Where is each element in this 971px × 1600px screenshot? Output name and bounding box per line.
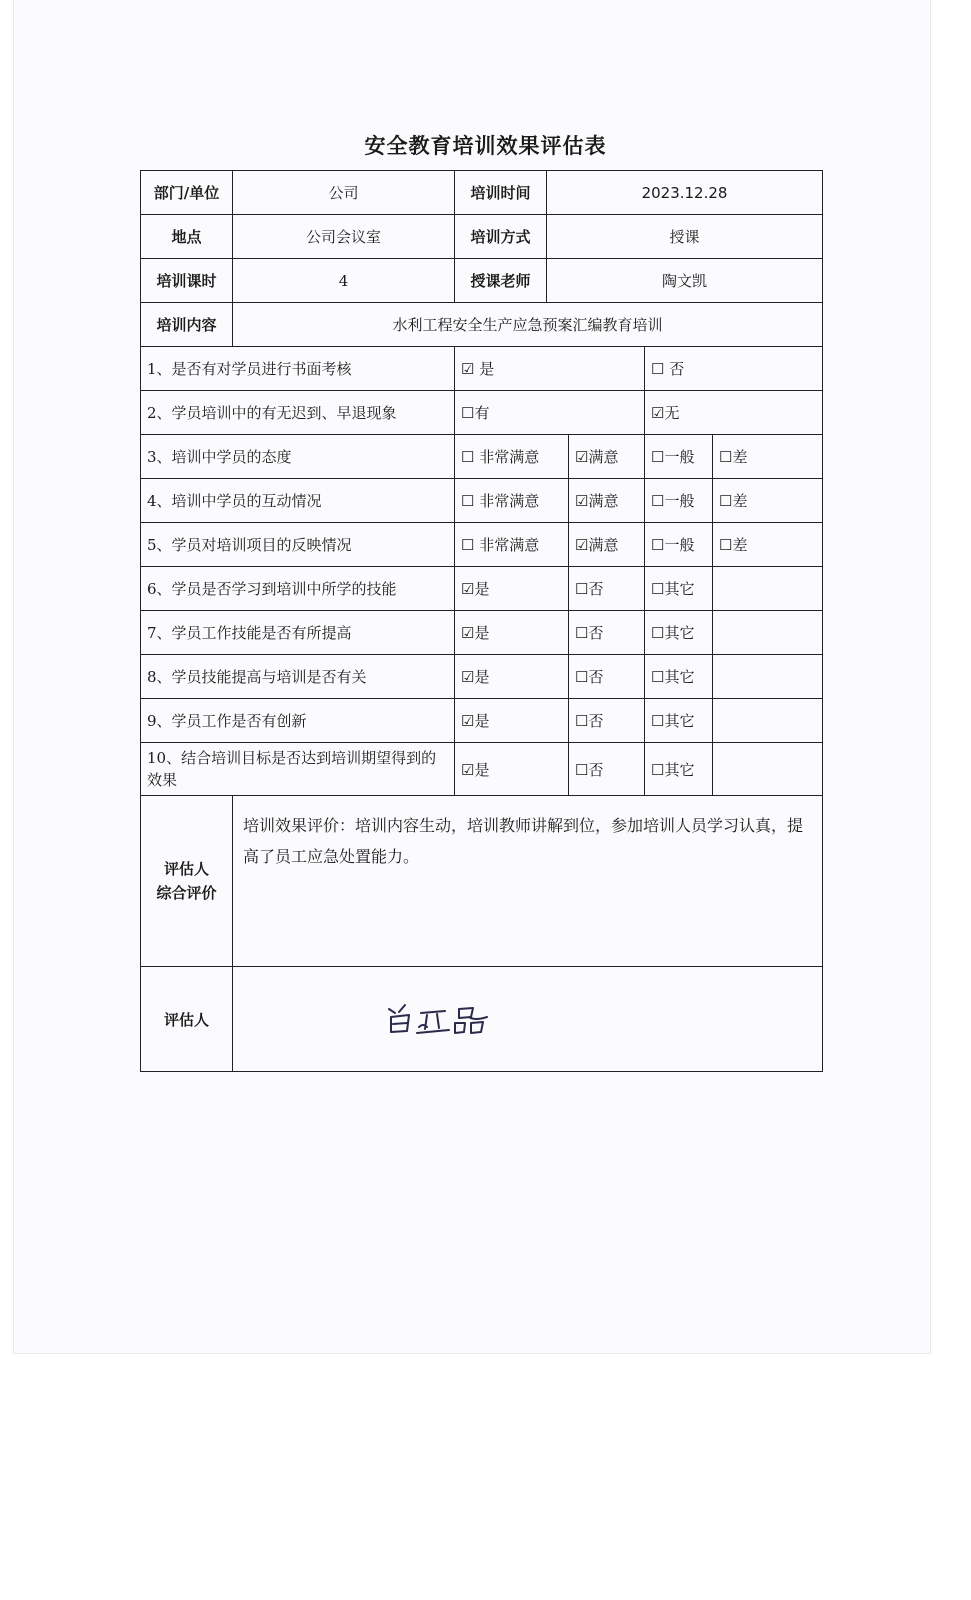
q10-option-other[interactable]: ☐其它 [645, 743, 713, 796]
teacher-value: 陶文凯 [547, 259, 823, 303]
info-row-hours [141, 259, 823, 303]
dept-label: 部门/单位 [141, 171, 233, 215]
evaluator-row [141, 967, 823, 1072]
q10-option-yes[interactable]: ☑是 [455, 743, 569, 796]
q3-option-poor[interactable]: ☐差 [713, 435, 823, 479]
q6-option-yes[interactable]: ☑是 [455, 567, 569, 611]
teacher-label: 授课老师 [455, 259, 547, 303]
q10-empty-cell [713, 743, 823, 796]
q4-option-very-satisfied[interactable]: ☐ 非常满意 [455, 479, 569, 523]
info-row-content [141, 303, 823, 347]
q6-option-no[interactable]: ☐否 [569, 567, 645, 611]
question-row-6 [141, 567, 823, 611]
info-row-place [141, 215, 823, 259]
q7-option-other[interactable]: ☐其它 [645, 611, 713, 655]
question-text-1: 1、是否有对学员进行书面考核 [141, 347, 455, 391]
content-label: 培训内容 [141, 303, 233, 347]
form-title: 安全教育培训效果评估表 [364, 133, 607, 158]
signature-cell [233, 967, 823, 1072]
q7-empty-cell [713, 611, 823, 655]
question-row-9 [141, 699, 823, 743]
info-row-dept [141, 171, 823, 215]
time-label: 培训时间 [455, 171, 547, 215]
question-text-10: 10、结合培训目标是否达到培训期望得到的效果 [141, 743, 455, 796]
q1-option-no[interactable]: ☐ 否 [645, 347, 823, 391]
q4-option-poor[interactable]: ☐差 [713, 479, 823, 523]
q9-option-no[interactable]: ☐否 [569, 699, 645, 743]
q5-option-very-satisfied[interactable]: ☐ 非常满意 [455, 523, 569, 567]
question-text-9: 9、学员工作是否有创新 [141, 699, 455, 743]
method-value: 授课 [547, 215, 823, 259]
question-row-5 [141, 523, 823, 567]
q3-option-average[interactable]: ☐一般 [645, 435, 713, 479]
place-value: 公司会议室 [233, 215, 455, 259]
question-text-8: 8、学员技能提高与培训是否有关 [141, 655, 455, 699]
evaluation-label-line2: 综合评价 [156, 884, 217, 902]
evaluation-row [141, 796, 823, 967]
question-row-10 [141, 743, 823, 796]
q1-option-yes[interactable]: ☑ 是 [455, 347, 645, 391]
q5-option-satisfied[interactable]: ☑满意 [569, 523, 645, 567]
place-label: 地点 [141, 215, 233, 259]
question-row-3 [141, 435, 823, 479]
q2-option-none[interactable]: ☑无 [645, 391, 823, 435]
hours-value: 4 [233, 259, 455, 303]
question-text-5: 5、学员对培训项目的反映情况 [141, 523, 455, 567]
question-row-4 [141, 479, 823, 523]
q7-option-yes[interactable]: ☑是 [455, 611, 569, 655]
q5-option-average[interactable]: ☐一般 [645, 523, 713, 567]
q3-option-very-satisfied[interactable]: ☐ 非常满意 [455, 435, 569, 479]
hours-label: 培训课时 [141, 259, 233, 303]
time-value: 2023.12.28 [547, 171, 823, 215]
q5-option-poor[interactable]: ☐差 [713, 523, 823, 567]
q9-empty-cell [713, 699, 823, 743]
q2-option-have[interactable]: ☐有 [455, 391, 645, 435]
evaluation-form-table [140, 170, 823, 1072]
question-row-8 [141, 655, 823, 699]
question-row-2 [141, 391, 823, 435]
question-text-6: 6、学员是否学习到培训中所学的技能 [141, 567, 455, 611]
q8-option-other[interactable]: ☐其它 [645, 655, 713, 699]
q6-empty-cell [713, 567, 823, 611]
question-text-7: 7、学员工作技能是否有所提高 [141, 611, 455, 655]
question-text-2: 2、学员培训中的有无迟到、早退现象 [141, 391, 455, 435]
evaluation-label-line1: 评估人 [163, 860, 209, 878]
dept-value: 公司 [233, 171, 455, 215]
q8-option-no[interactable]: ☐否 [569, 655, 645, 699]
evaluation-label [141, 796, 233, 967]
question-text-3: 3、培训中学员的态度 [141, 435, 455, 479]
signature [383, 997, 493, 1041]
q8-option-yes[interactable]: ☑是 [455, 655, 569, 699]
method-label: 培训方式 [455, 215, 547, 259]
evaluation-text: 培训效果评价：培训内容生动，培训教师讲解到位，参加培训人员学习认真，提高了员工应急处置能力。 [233, 796, 823, 967]
q3-option-satisfied[interactable]: ☑满意 [569, 435, 645, 479]
question-row-1 [141, 347, 823, 391]
q9-option-yes[interactable]: ☑是 [455, 699, 569, 743]
question-row-7 [141, 611, 823, 655]
q4-option-average[interactable]: ☐一般 [645, 479, 713, 523]
content-value: 水利工程安全生产应急预案汇编教育培训 [233, 303, 823, 347]
q9-option-other[interactable]: ☐其它 [645, 699, 713, 743]
q6-option-other[interactable]: ☐其它 [645, 567, 713, 611]
q10-option-no[interactable]: ☐否 [569, 743, 645, 796]
q4-option-satisfied[interactable]: ☑满意 [569, 479, 645, 523]
q7-option-no[interactable]: ☐否 [569, 611, 645, 655]
question-text-4: 4、培训中学员的互动情况 [141, 479, 455, 523]
evaluator-label: 评估人 [141, 967, 233, 1072]
q8-empty-cell [713, 655, 823, 699]
